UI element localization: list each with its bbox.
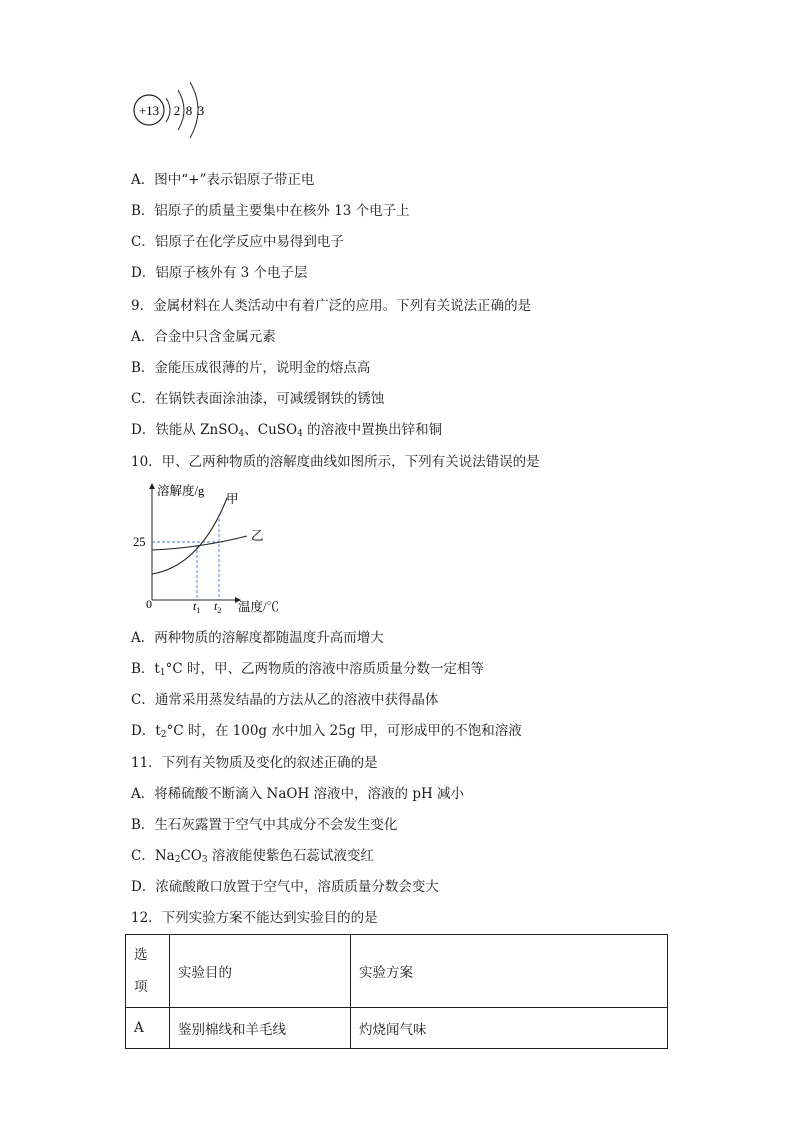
header-option: 选 项 — [126, 935, 170, 1008]
q9-stem: 9．金属材料在人类活动中有着广泛的应用。下列有关说法正确的是 — [131, 298, 532, 314]
header-plan: 实验方案 — [351, 935, 668, 1008]
origin-label: 0 — [146, 597, 152, 611]
series-label-jia: 甲 — [226, 492, 239, 506]
aluminum-atom-diagram — [130, 80, 220, 140]
header-purpose: 实验目的 — [170, 935, 351, 1008]
x-tick-t2: $t_2$ — [214, 599, 222, 615]
shell-2-electrons: 8 — [185, 103, 193, 118]
q9-option-d: D．铁能从 ZnSO$_4$、CuSO$_4$ 的溶液中置换出锌和铜 — [131, 422, 443, 439]
q9-option-a: A．合金中只含金属元素 — [131, 329, 276, 345]
row-plan: 灼烧闻气味 — [351, 1008, 668, 1049]
q10-option-b: B．$t_1^\circ C$ 时，甲、乙两物质的溶液中溶质质量分数一定相等 — [131, 661, 484, 678]
table-header-row — [126, 935, 668, 1008]
q8-option-d: D．铝原子核外有 3 个电子层 — [131, 265, 308, 281]
q8-option-b: B．铝原子的质量主要集中在核外 13 个电子上 — [131, 203, 410, 219]
q8-option-c: C．铝原子在化学反应中易得到电子 — [131, 234, 344, 250]
q11-stem: 11．下列有关物质及变化的叙述正确的是 — [131, 755, 378, 771]
x-tick-t1: $t_1$ — [193, 599, 201, 615]
row-option: A — [126, 1008, 170, 1049]
nucleus-charge: +13 — [138, 103, 160, 118]
y-tick-25: 25 — [133, 535, 146, 549]
shell-1-electrons: 2 — [173, 103, 181, 118]
q10-option-c: C．通常采用蒸发结晶的方法从乙的溶液中获得晶体 — [131, 692, 439, 708]
q10-option-a: A．两种物质的溶解度都随温度升高而增大 — [131, 630, 384, 646]
q9-option-b: B．金能压成很薄的片，说明金的熔点高 — [131, 360, 371, 376]
y-axis-label: 溶解度/g — [157, 484, 205, 498]
q11-option-b: B．生石灰露置于空气中其成分不会发生变化 — [131, 817, 398, 833]
row-purpose: 鉴别棉线和羊毛线 — [170, 1008, 351, 1049]
solubility-chart — [130, 478, 295, 618]
q9-option-c: C．在锅铁表面涂油漆，可减缓钢铁的锈蚀 — [131, 391, 385, 407]
q10-option-d: D．$t_2^\circ C$ 时，在 100g 水中加入 25g 甲，可形成甲的不饱和溶液 — [131, 723, 522, 740]
q12-stem: 12．下列实验方案不能达到实验目的的是 — [131, 910, 378, 926]
series-label-yi: 乙 — [251, 529, 264, 543]
q11-option-c: C．$Na_2CO_3$ 溶液能使紫色石蕊试液变红 — [131, 848, 374, 865]
table-row — [126, 1008, 668, 1049]
shell-arc-1 — [166, 98, 170, 122]
x-axis-label: 温度/℃ — [238, 600, 279, 614]
q8-option-a: A．图中“+”表示铝原子带正电 — [131, 172, 315, 188]
q10-stem: 10．甲、乙两种物质的溶解度曲线如图所示，下列有关说法错误的是 — [131, 454, 540, 470]
shell-3-electrons: 3 — [197, 103, 205, 118]
experiment-table — [125, 934, 668, 1049]
curve-jia — [152, 498, 227, 574]
q11-option-a: A．将稀硫酸不断滴入 NaOH 溶液中，溶液的 pH 减小 — [131, 786, 465, 802]
q11-option-d: D．浓硫酸敞口放置于空气中，溶质质量分数会变大 — [131, 879, 439, 895]
curve-yi — [152, 536, 247, 550]
